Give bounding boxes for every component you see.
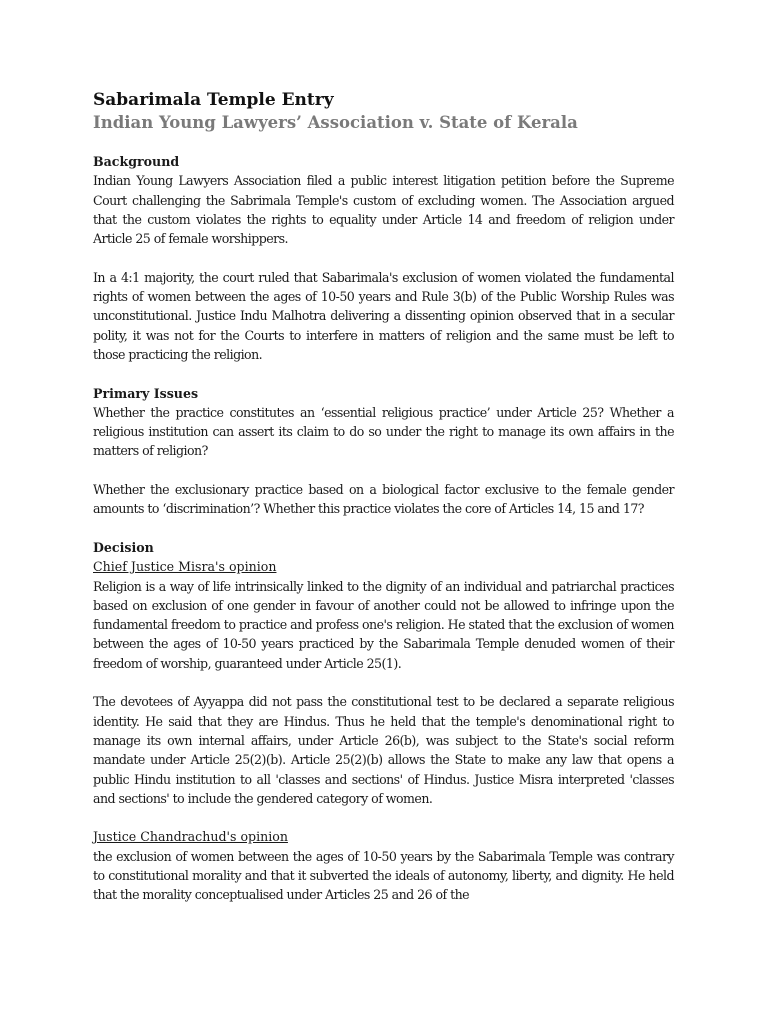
- document-subtitle: Indian Young Lawyers’ Association v. State of Kerala: [93, 113, 578, 132]
- document-title: Sabarimala Temple Entry: [93, 90, 334, 110]
- decision-heading: Decision: [93, 539, 154, 555]
- primary-issues-heading: Primary Issues: [93, 385, 199, 401]
- primary-issues-section: [93, 384, 674, 519]
- background-paragraph-1: Indian Young Lawyers Association filed a public interest litigation petition before the Supreme Court challenging the Sabrimala Temple's custom of excluding women. The Association argued that the custom violates the rights to equality under Article 14 and freedom of religion under Article 25 of female worshippers.: [93, 173, 674, 247]
- misra-opinion-paragraph-2: The devotees of Ayyappa did not pass the constitutional test to be declared a separate religious identity. He said that they are Hindus. Thus he held that the temple's denominational right to manage its own internal affairs, under Article 26(b), was subject to the State's social reform mandate under Article 25(2)(b). Article 25(2)(b) allows the State to make any law that opens a public Hindu institution to all 'classes and sections' of Hindus. Justice Misra interpreted 'classes and sections' to include the gendered category of women.: [93, 694, 674, 806]
- primary-issues-paragraph-1: Whether the practice constitutes an ‘essential religious practice’ under Article 25? Whether a religious institution can assert its claim to do so under the right to manage its own affairs in the matters of religion?: [93, 404, 674, 459]
- chandrachud-opinion-paragraph-1: the exclusion of women between the ages of 10-50 years by the Sabarimala Temple was contrary to constitutional morality and that it subverted the ideals of autonomy, liberty, and dignity. He held that the morality conceptualised under Articles 25 and 26 of the: [93, 848, 674, 903]
- background-heading: Background: [93, 154, 180, 169]
- misra-opinion-heading: Chief Justice Misra's opinion: [93, 559, 277, 575]
- decision-section: [93, 538, 674, 905]
- misra-opinion-paragraph-1: Religion is a way of life intrinsically linked to the dignity of an individual and patriarchal practices based on exclusion of one gender in favour of another could not be allowed to infringe upon the fundamental freedom to practice and profess one's religion. He stated that the exclusion of women between the ages of 10-50 years practiced by the Sabarimala Temple denuded women of their freedom of worship, guaranteed under Article 25(1).: [93, 578, 674, 671]
- primary-issues-paragraph-2: Whether the exclusionary practice based on a biological factor exclusive to the female gender amounts to ‘discrimination’? Whether this practice violates the core of Articles 14, 15 and 17?: [93, 482, 674, 517]
- background-paragraph-2: In a 4:1 majority, the court ruled that Sabarimala's exclusion of women violated the fundamental rights of women between the ages of 10-50 years and Rule 3(b) of the Public Worship Rules was unconstitutional. Justice Indu Malhotra delivering a dissenting opinion observed that in a secular polity, it was not for the Courts to interfere in matters of religion and the same must be left to those practicing the religion.: [93, 269, 674, 362]
- document-page: [93, 88, 674, 905]
- background-section: [93, 152, 674, 364]
- chandrachud-opinion-heading: Justice Chandrachud's opinion: [93, 829, 288, 845]
